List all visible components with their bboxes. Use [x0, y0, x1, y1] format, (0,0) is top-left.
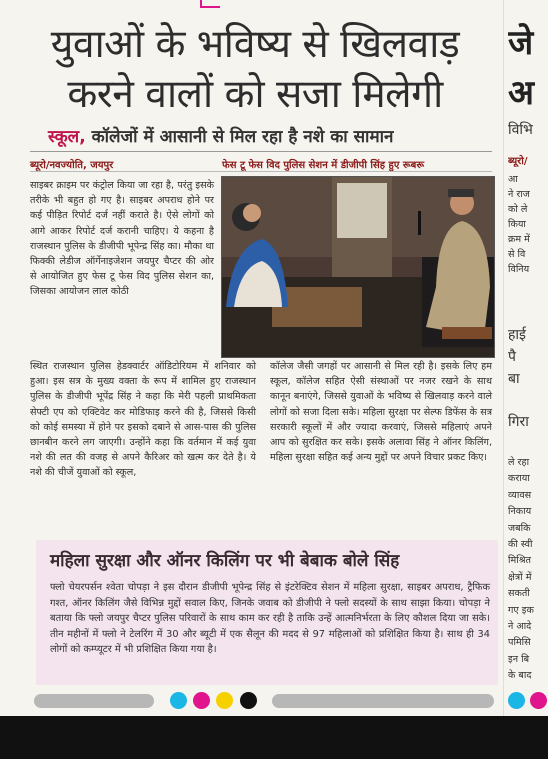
sidebar-box-title: महिला सुरक्षा और ऑनर किलिंग पर भी बेबाक बोले सिंह — [50, 551, 400, 571]
registration-bar-right — [272, 694, 494, 708]
adjacent-midhead-3: बा — [508, 371, 520, 387]
adjacent-byline: ब्यूरो/ — [508, 156, 528, 167]
adjacent-text-line: इन बि — [508, 653, 530, 665]
adjacent-text-line: निकाय — [508, 506, 532, 518]
adjacent-midhead-2: पै — [508, 349, 516, 365]
adjacent-text-line: किया — [508, 219, 526, 230]
adjacent-text-line: जबकि — [508, 522, 531, 534]
adjacent-article-column — [508, 0, 548, 716]
adjacent-text-line: के बाद — [508, 670, 532, 682]
byline: ब्यूरो/नवज्योति, जयपुर — [30, 160, 114, 171]
article-column-left — [30, 178, 214, 300]
black-registration-dot — [240, 692, 257, 709]
adjacent-text-line: ले रहा — [508, 457, 530, 468]
column-divider — [503, 0, 504, 716]
adjacent-subhead: विभि — [508, 122, 533, 138]
magenta-registration-dot — [193, 692, 210, 709]
adjacent-text-line: मिश्रित — [508, 555, 531, 567]
article-paragraph-2: स्थित राजस्थान पुलिस हेडक्वार्टर ऑडिटोरियम में शनिवार को हुआ। इस सत्र के मुख्य वक्ता के रूप में शामिल हुए राजस्थान पुलिस के डीजीपी भूपेंद्र सिंह ने कहा कि मेरी पहली प्राथमिकता सेफ्टी एप को एक्टिवेट कर मोडिफाइ करने की है, जिससे किसी को कोई समस्या में होने पर इसको दबाने से आस-पास की पुलिस छानबीन करने लग जाएगी। उन्होंने कहा कि वर्तमान में कई युवा नशे की लत की वजह से अपने कैरिअर को खत्म कर देते है। ये नशे की चीजें युवाओं को स्कूल, — [30, 361, 256, 479]
article-column-lower-left — [30, 359, 256, 481]
photo-illustration — [222, 177, 494, 357]
article-paragraph-1: साइबर क्राइम पर कंट्रोल किया जा रहा है, परंतु इसके तरीके भी बहुत हो गए है। साइबर अपराध होने पर कई पीड़ित रिपोर्ट दर्ज नहीं कराते है। ऐसे लोगों को आगे आकर रिपोर्ट दर्ज करानी चाहिए। ये कहना है राजस्थान पुलिस के डीजीपी भूपेन्द्र सिंह का। मौका था फिक्की लेडीज ऑर्गेनाइजेशन जयपुर चैप्टर की ओर से आयोजित हुए फेस टू फेस विद पुलिस सेशन का, जिसका आयोजन लाल कोठी — [30, 180, 214, 298]
yellow-registration-dot — [216, 692, 233, 709]
adjacent-text-line: गए इक — [508, 604, 534, 616]
subheadline-text: कॉलेजों में आसानी से मिल रहा है नशे का सामान — [85, 127, 394, 147]
adjacent-text-line: से वि — [508, 249, 526, 260]
adjacent-text-line: आ — [508, 174, 518, 185]
adjacent-headline-2: अ — [508, 73, 534, 113]
adjacent-text-line: कराया — [508, 473, 530, 485]
adjacent-text-line: की स्वी — [508, 539, 533, 550]
subheadline-accent: स्कूल, — [48, 127, 86, 147]
adjacent-midhead-4: गिरा — [508, 414, 529, 430]
adjacent-midhead-1: हाई — [508, 327, 526, 343]
adjacent-text-line: ने आदे — [508, 621, 532, 632]
headline — [20, 20, 490, 120]
adjacent-headline-1: जे — [508, 23, 534, 63]
adjacent-text-line: व्यावस — [508, 489, 532, 501]
article-paragraph-3: कॉलेज जैसी जगहों पर आसानी से मिल रही है। इसके लिए हम स्कूल, कॉलेज सहित ऐसी संस्थाओं पर नजर रखने के साथ कानून बनाएंगे, जिससे युवाओं के भविष्य से खिलवाड़ करने वाले लोगों को सजा दिला सके। महिला सुरक्षा पर सेल्फ डिफेंस के सत्र सरकारी स्कूलों में और ज्यादा करवाएं, जिससे महिलाएं अपने आप को सुरक्षित कर सके। इसके अलावा सिंह ने ऑनर किलिंग, महिला सुरक्षा सहित कई अन्य मुद्दों पर अपने विचार प्रकट किए। — [270, 361, 492, 464]
cyan-registration-dot — [170, 692, 187, 709]
adjacent-text-line: सकती — [508, 588, 530, 600]
headline-line-1: युवाओं के भविष्य से खिलवाड़ — [50, 22, 460, 67]
headline-line-2: करने वालों को सजा मिलेगी — [67, 72, 443, 117]
sidebar-box-text: फ्लो चेयरपर्सन श्वेता चोपड़ा ने इस दौरान डीजीपी भूपेन्द्र सिंह से इंटरेक्टिव सेशन में महिला सुरक्षा, साइबर अपराध, ट्रैफिक गश्त, ऑनर किलिंग जैसे विभिन्न मुद्दों सवाल किए, जिनके जवाब को डीजीपी ने फ्लो सदस्यों के साथ साझा किया। चोपड़ा ने बताया कि फ्लो जयपुर चैप्टर पुलिस परिवारों के साथ काम कर रही है ताकि उन्हें आत्मनिर्भरता के लिए कौशल दिया जा सके। तीन महीनों में फ्लो ने टेलरिंग में 30 और ब्यूटी में एक सैलून की मदद से 97 महिलाओं को प्रशिक्षित किया है। साथ ही 34 लोगों को कम्प्यूटर में भी प्रशिक्षित किया गया है। — [50, 582, 490, 656]
adjacent-text-line: क्रम में — [508, 234, 530, 245]
registration-bar-left — [34, 694, 154, 708]
headline-rule — [30, 151, 492, 152]
adjacent-text-line: ने राज — [508, 189, 530, 200]
adjacent-text-line: क्षेत्रों में — [508, 571, 532, 583]
adjacent-text-line: विनिय — [508, 264, 530, 275]
subheadline — [48, 124, 498, 147]
corner-mark — [200, 0, 220, 8]
adjacent-text-line: को ले — [508, 204, 528, 215]
adjacent-text-line: पमिसि — [508, 637, 531, 649]
article-photo — [221, 176, 495, 358]
photo-caption: फेस टू फेस विद पुलिस सेशन में डीजीपी सिंह हुए रूबरू — [222, 160, 425, 171]
byline-rule — [30, 171, 492, 172]
article-column-lower-right — [270, 359, 492, 465]
bottom-bar — [0, 716, 548, 759]
